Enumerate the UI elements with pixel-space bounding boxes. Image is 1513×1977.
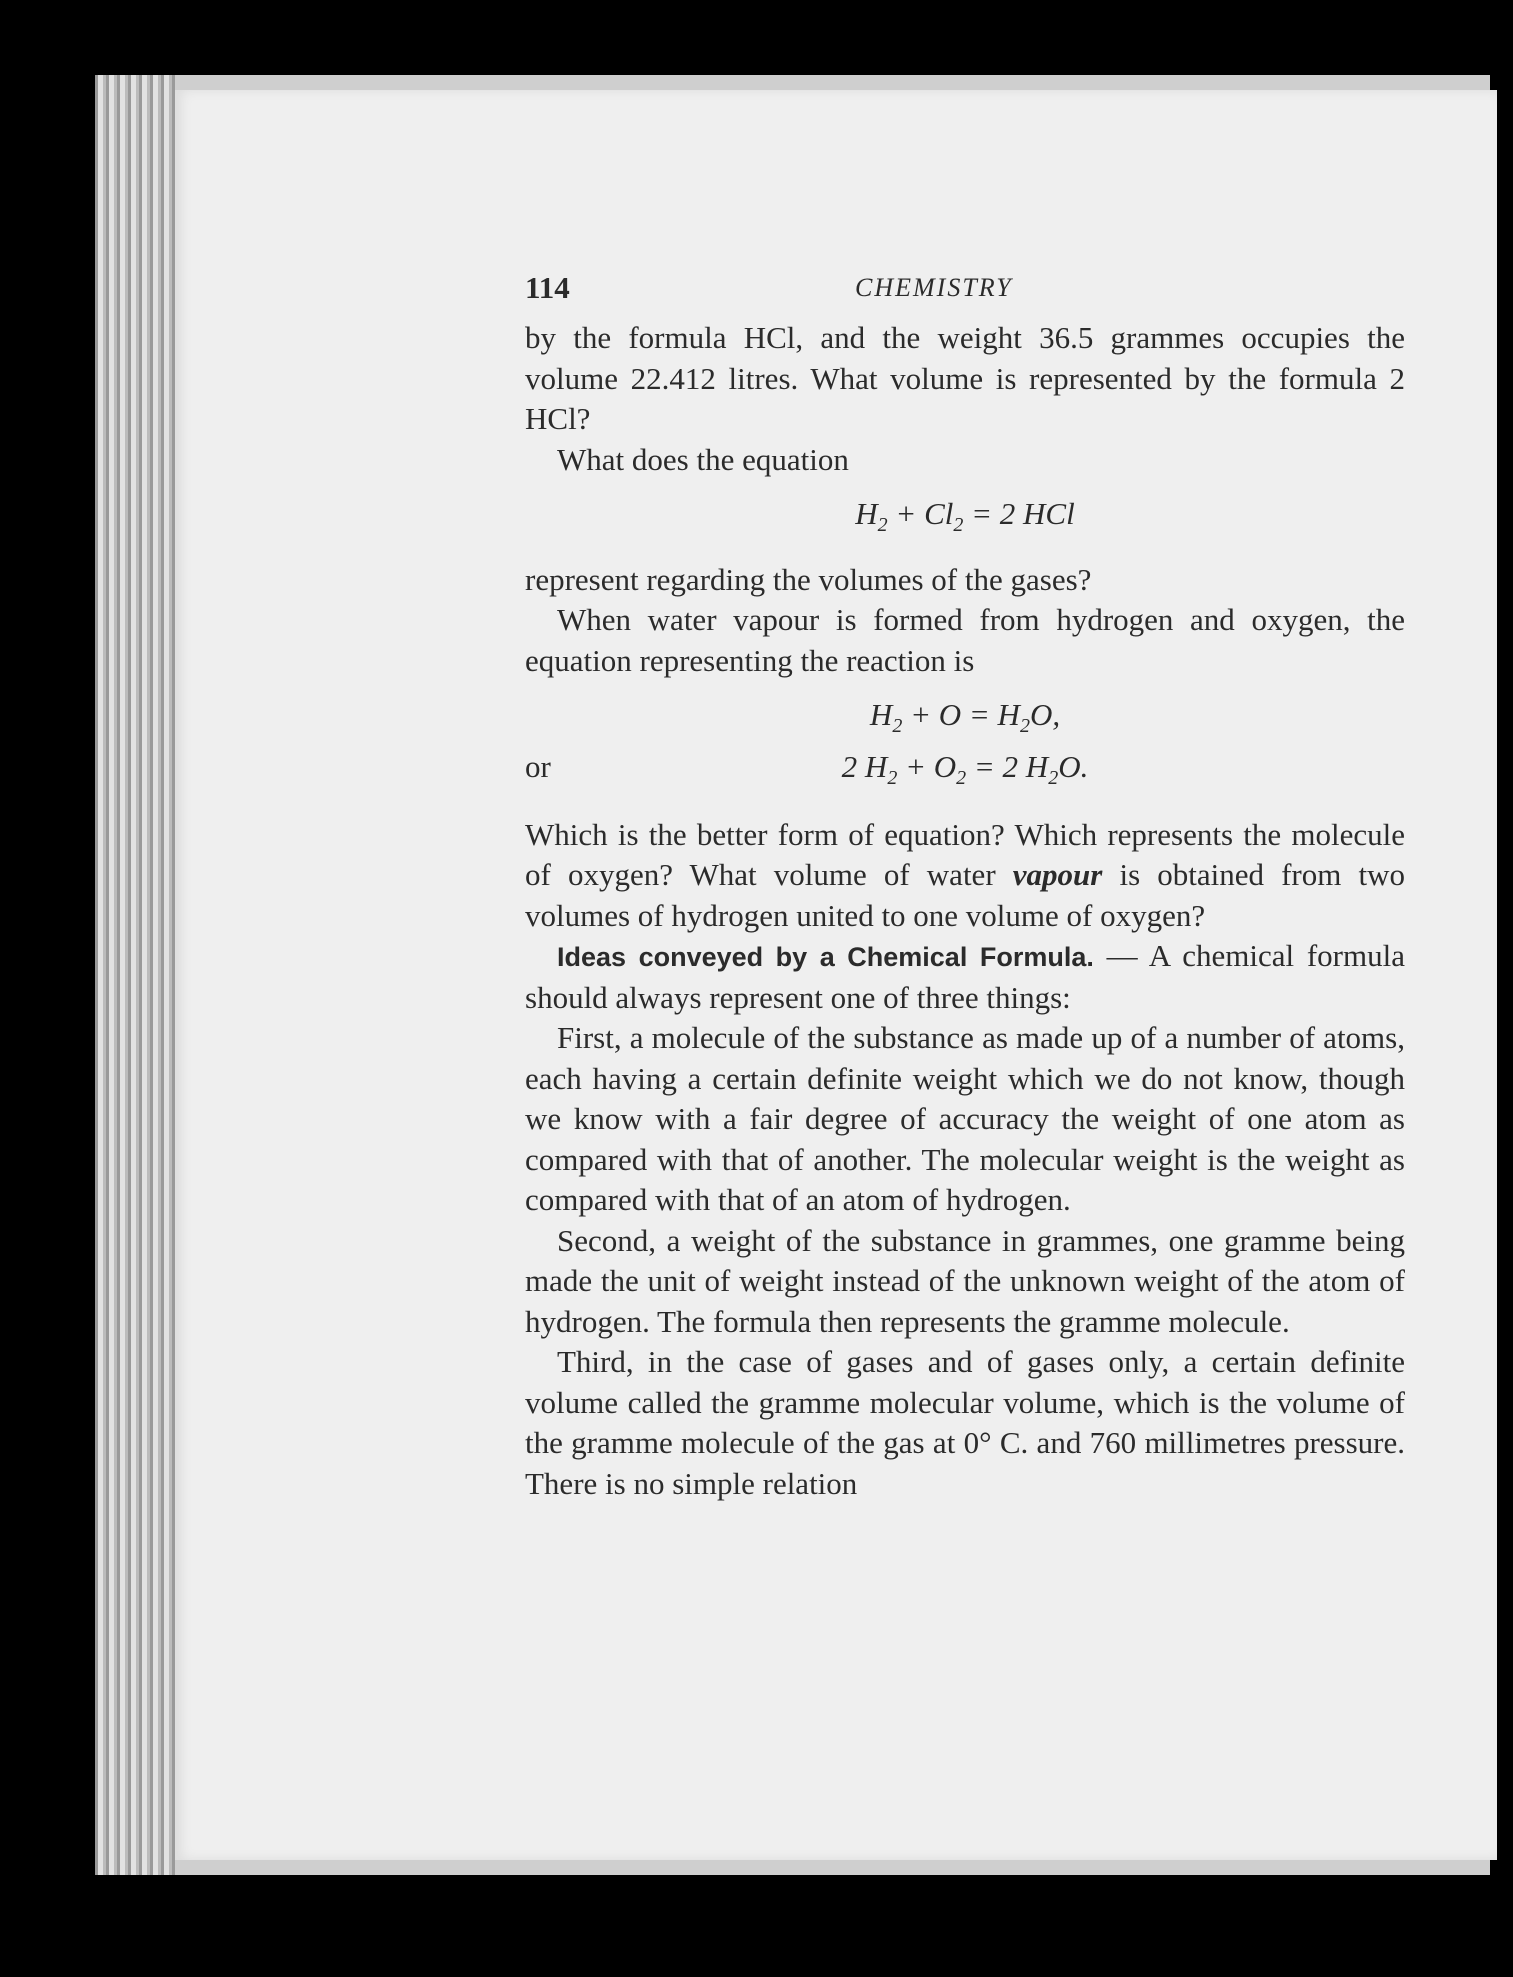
page-number: 114 — [525, 270, 570, 305]
page-text — [525, 268, 1405, 1504]
paragraph-4: When water vapour is formed from hydrogen and oxygen, the equation representing the reaction is — [525, 602, 1405, 678]
paragraph-2: What does the equation — [557, 441, 849, 477]
paragraph-7: First, a molecule of the substance as made up of a number of atoms, each having a certain definite weight which we do not know, though we know with a fair degree of accuracy the weight of one atom as compared with that of another. The molecular weight is the weight as compared with that of an atom of hydrogen. — [525, 1020, 1405, 1218]
page-header — [525, 268, 1405, 318]
equation-hcl: $H_2 + Cl_2 = 2$ HCl — [855, 496, 1075, 537]
paragraph-3: represent regarding the volumes of the gases? — [525, 561, 1092, 597]
paragraph-8: Second, a weight of the substance in grammes, one gramme being made the unit of weight instead of the unknown weight of the atom of hydrogen. The formula then represents the gramme molecule. — [525, 1222, 1405, 1339]
paragraph-9: Third, in the case of gases and of gases only, a certain definite volume called the gramme molecular volume, which is the volume of the gramme molecule of the gas at 0° C. and 760 millimetres pressure. There is no simple relation — [525, 1344, 1405, 1501]
paragraph-6: Ideas conveyed by a Chemical Formula. — A chemical formula should always represent one of three things: — [525, 938, 1405, 1015]
equation-water-group — [525, 695, 1405, 798]
running-head: CHEMISTRY — [855, 273, 1013, 302]
section-heading: Ideas conveyed by a Chemical Formula. — [557, 942, 1094, 973]
paragraph-5: Which is the better form of equation? Which represents the molecule of oxygen? What volume of water vapour is obtained from two volumes of hydrogen united to one volume of oxygen? — [525, 816, 1405, 933]
or-label: or — [525, 748, 551, 784]
equation-water-1: $H_2 + O = H_2O$, — [869, 697, 1061, 738]
paragraph-1: by the formula HCl, and the weight 36.5 grammes occupies the volume 22.412 litres. What volume is represented by the formula 2 HCl? — [525, 320, 1405, 436]
equation-water-2: or 2 $H_2 + O_2 = 2$ $H_2O$. — [525, 748, 1089, 790]
